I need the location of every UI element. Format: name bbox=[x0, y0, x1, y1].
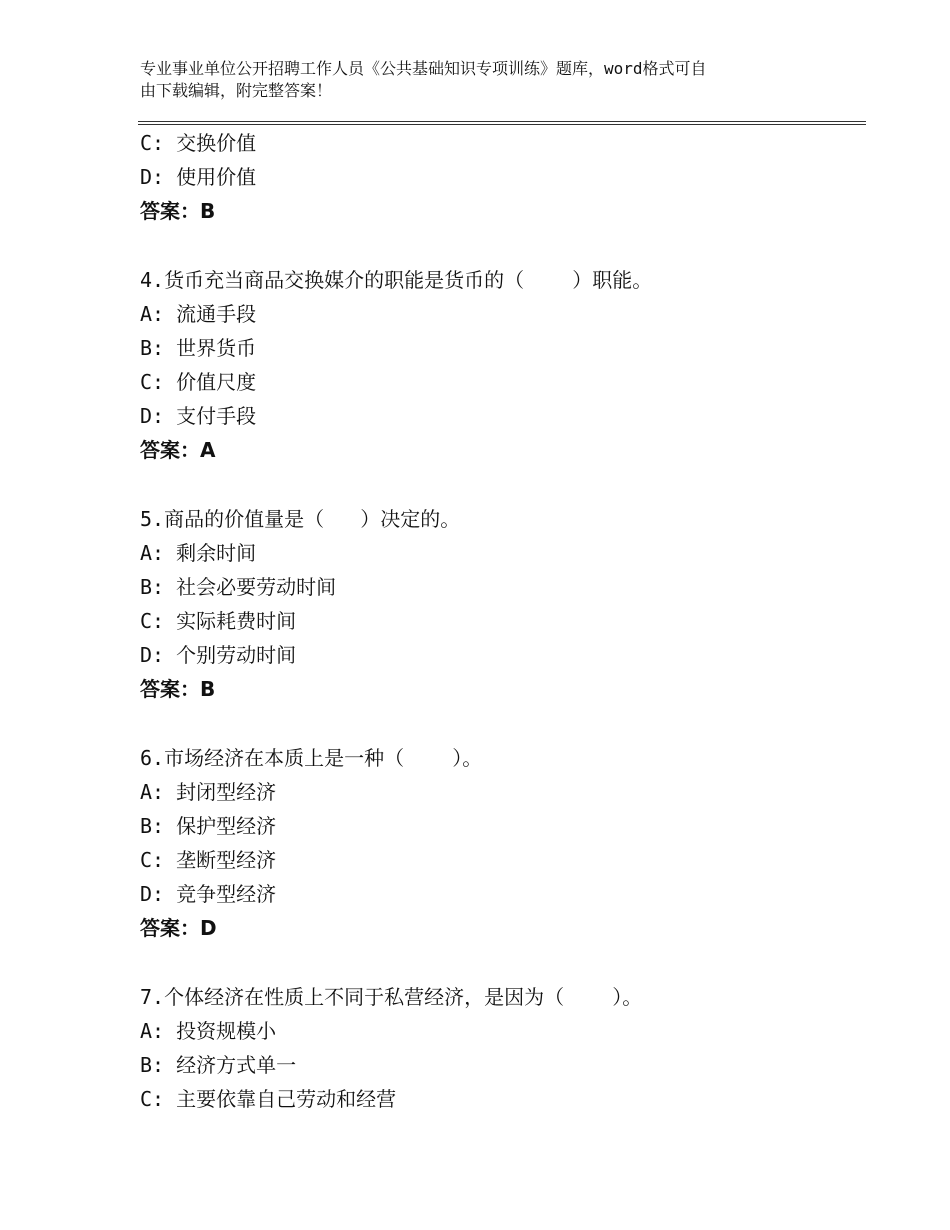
option-c: C: 交换价值 bbox=[140, 131, 257, 155]
option-c: C: 主要依靠自己劳动和经营 bbox=[140, 1087, 397, 1111]
answer-line: 答案：A bbox=[140, 438, 216, 462]
option-b: B: 世界货币 bbox=[140, 336, 257, 360]
option-d: D: 支付手段 bbox=[140, 404, 257, 428]
header-line-2: 由下载编辑，附完整答案！ bbox=[140, 81, 333, 100]
answer-line: 答案：B bbox=[140, 677, 216, 701]
option-b: B: 社会必要劳动时间 bbox=[140, 575, 337, 599]
question-stem: 7.个体经济在性质上不同于私营经济，是因为（ ）。 bbox=[140, 985, 643, 1009]
option-c: C: 垄断型经济 bbox=[140, 848, 277, 872]
question-stem: 6.市场经济在本质上是一种（ ）。 bbox=[140, 746, 483, 770]
question-stem: 5.商品的价值量是（ ）决定的。 bbox=[140, 507, 461, 531]
answer-line: 答案：D bbox=[140, 916, 217, 940]
option-a: A: 封闭型经济 bbox=[140, 780, 277, 804]
option-b: B: 保护型经济 bbox=[140, 814, 277, 838]
option-a: A: 剩余时间 bbox=[140, 541, 257, 565]
option-b: B: 经济方式单一 bbox=[140, 1053, 297, 1077]
option-c: C: 实际耗费时间 bbox=[140, 609, 297, 633]
question-stem: 4.货币充当商品交换媒介的职能是货币的（ ）职能。 bbox=[140, 268, 653, 292]
header-divider-bottom bbox=[138, 124, 866, 125]
option-a: A: 投资规模小 bbox=[140, 1019, 277, 1043]
option-d: D: 竞争型经济 bbox=[140, 882, 277, 906]
header-line-1: 专业事业单位公开招聘工作人员《公共基础知识专项训练》题库，word格式可自 bbox=[140, 59, 707, 78]
option-c: C: 价值尺度 bbox=[140, 370, 257, 394]
header-divider-top bbox=[138, 121, 866, 122]
document-header bbox=[140, 58, 820, 102]
answer-line: 答案：B bbox=[140, 199, 216, 223]
option-a: A: 流通手段 bbox=[140, 302, 257, 326]
option-d: D: 使用价值 bbox=[140, 165, 257, 189]
option-d: D: 个别劳动时间 bbox=[140, 643, 297, 667]
